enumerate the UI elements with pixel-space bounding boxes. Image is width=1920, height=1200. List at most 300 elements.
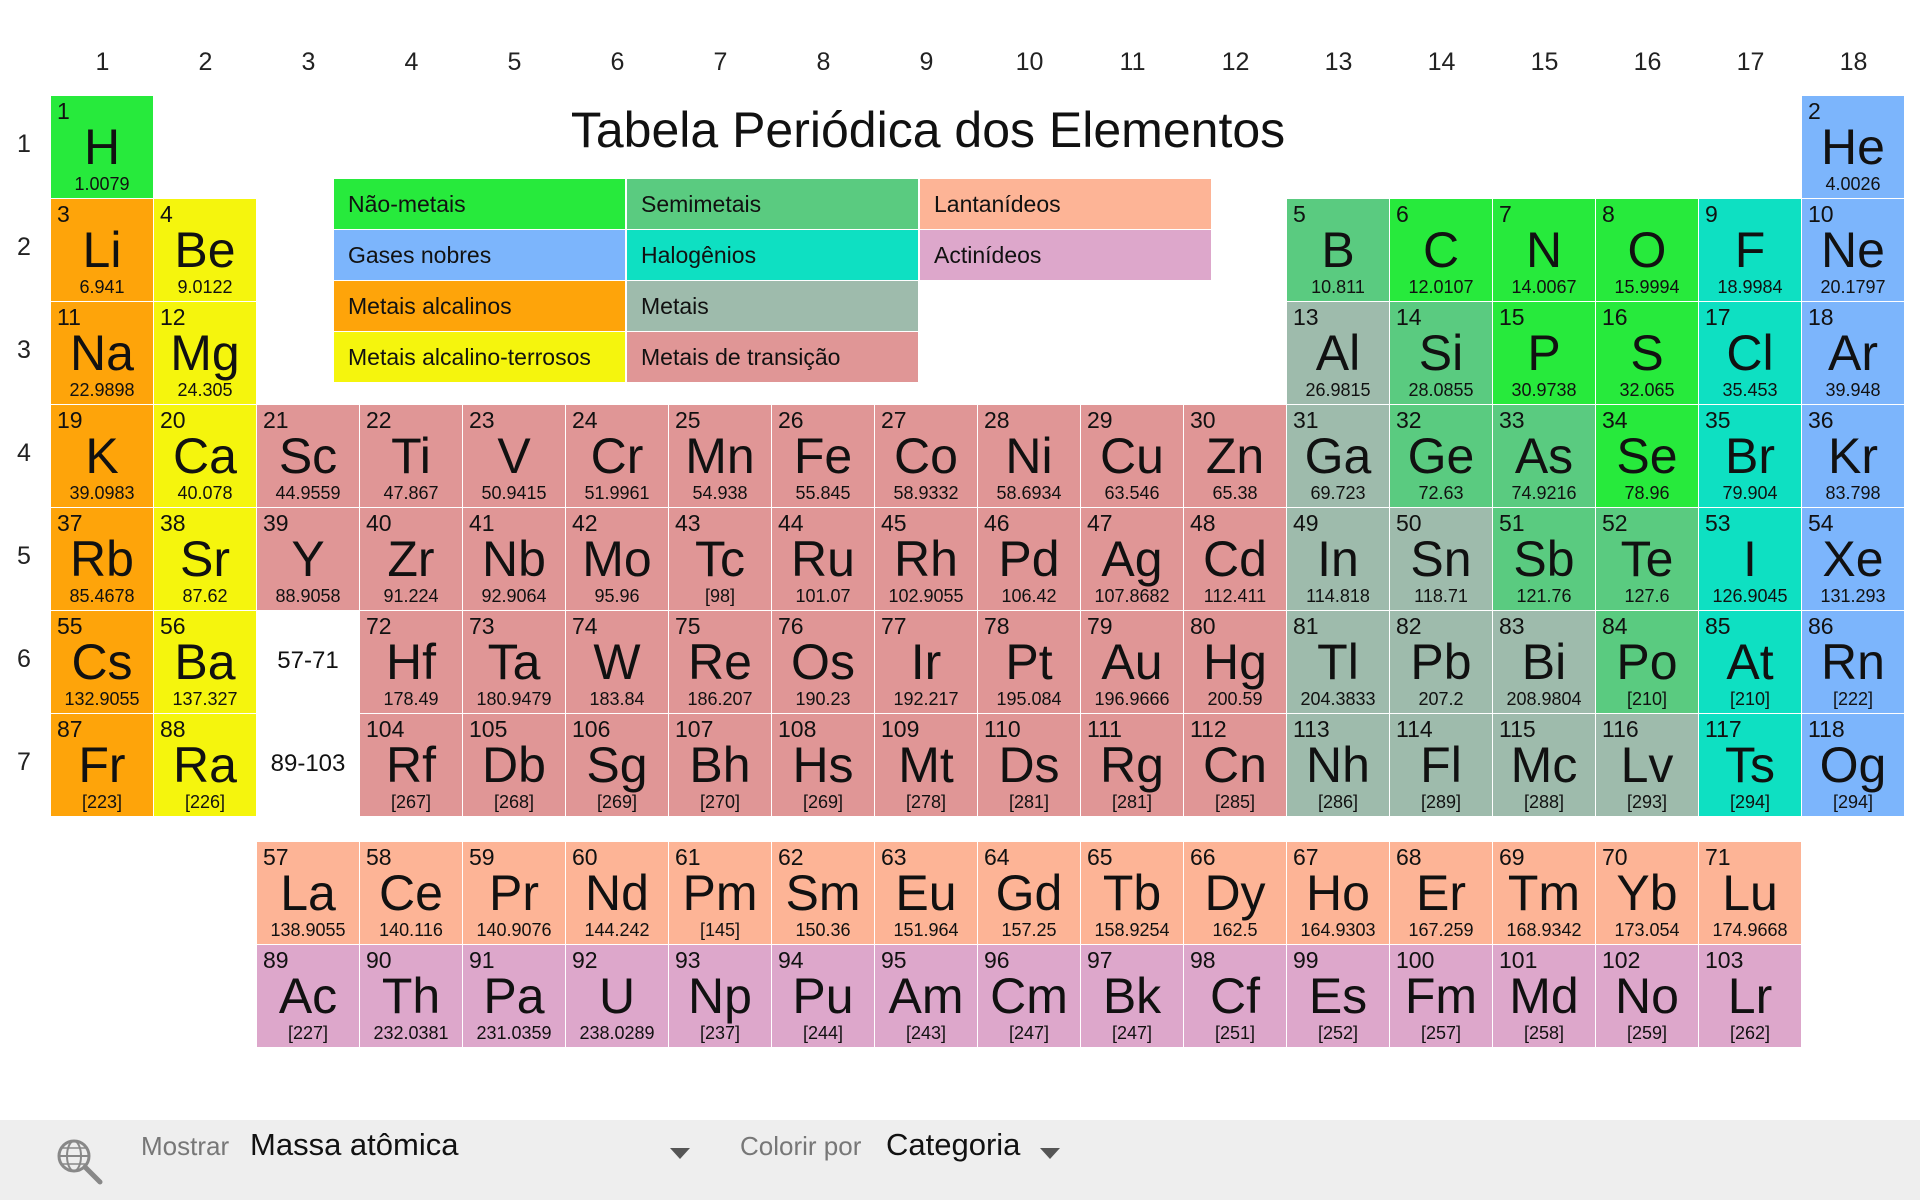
atomic-mass: 4.0026 [1825,174,1881,194]
legend-item-halogen: Halogênios [627,230,919,281]
element-symbol: Rf [386,737,436,793]
element-cell-rb[interactable] [51,508,153,610]
element-cell-cu[interactable] [1081,405,1183,507]
atomic-number: 109 [881,716,920,742]
element-cell-bi[interactable] [1493,611,1595,713]
element-cell-es[interactable] [1287,945,1389,1047]
element-cell-ca[interactable] [154,405,256,507]
element-cell-cl[interactable] [1699,302,1801,404]
atomic-number: 39 [263,510,289,536]
element-cell-nh[interactable] [1287,714,1389,816]
element-cell-ni[interactable] [978,405,1080,507]
element-symbol: Rb [70,531,134,587]
element-symbol: Pt [1005,634,1053,690]
element-symbol: S [1630,325,1664,381]
element-symbol: Fl [1420,737,1462,793]
element-cell-be[interactable] [154,199,256,301]
atomic-number: 51 [1499,510,1525,536]
group-number: 17 [1736,48,1765,76]
element-cell-yb[interactable] [1596,842,1698,944]
element-symbol: Nb [482,531,546,587]
element-cell-mn[interactable] [669,405,771,507]
element-symbol: Os [791,634,855,690]
atomic-number: 115 [1499,716,1536,742]
atomic-mass: 180.9479 [476,689,552,709]
element-symbol: Se [1616,428,1678,484]
atomic-mass: 208.9804 [1506,689,1582,709]
element-cell-o[interactable] [1596,199,1698,301]
element-cell-os[interactable] [772,611,874,713]
atomic-mass: [210] [1729,689,1771,709]
atomic-number: 64 [984,844,1010,870]
atomic-number: 55 [57,613,83,639]
element-cell-ce[interactable] [360,842,462,944]
atomic-number: 46 [984,510,1010,536]
element-symbol: Nh [1306,737,1370,793]
atomic-number: 104 [366,716,405,742]
color-by-value: Categoria [886,1127,1021,1162]
element-cell-fl[interactable] [1390,714,1492,816]
element-cell-at[interactable] [1699,611,1801,713]
element-cell-cf[interactable] [1184,945,1286,1047]
element-cell-bh[interactable] [669,714,771,816]
atomic-mass: 131.293 [1820,586,1886,606]
element-cell-pm[interactable] [669,842,771,944]
atomic-number: 90 [366,947,392,973]
atomic-number: 19 [57,407,83,433]
element-cell-lv[interactable] [1596,714,1698,816]
element-cell-rf[interactable] [360,714,462,816]
element-cell-cm[interactable] [978,945,1080,1047]
element-symbol: Am [888,968,964,1024]
element-cell-gd[interactable] [978,842,1080,944]
element-cell-rn[interactable] [1802,611,1904,713]
element-symbol: Ds [998,737,1060,793]
atomic-number: 62 [778,844,804,870]
atomic-number: 65 [1087,844,1113,870]
atomic-number: 11 [57,304,81,330]
element-symbol: Sm [785,865,861,921]
group-number: 15 [1530,48,1559,76]
atomic-mass: 58.6934 [996,483,1062,503]
element-symbol: Fr [78,737,126,793]
period-number: 1 [17,130,31,158]
element-cell-th[interactable] [360,945,462,1047]
atomic-number: 34 [1602,407,1628,433]
element-cell-f[interactable] [1699,199,1801,301]
element-cell-zr[interactable] [360,508,462,610]
element-cell-au[interactable] [1081,611,1183,713]
element-cell-i[interactable] [1699,508,1801,610]
element-cell-rg[interactable] [1081,714,1183,816]
atomic-mass: 18.9984 [1717,277,1783,297]
bottom-toolbar [0,1120,1920,1200]
atomic-number: 4 [160,201,173,227]
atomic-number: 87 [57,716,83,742]
atomic-mass: 121.76 [1516,586,1572,606]
atomic-number: 3 [57,201,70,227]
element-cell-nb[interactable] [463,508,565,610]
element-symbol: Ta [487,634,541,690]
element-cell-bk[interactable] [1081,945,1183,1047]
group-number: 4 [404,48,419,76]
element-cell-w[interactable] [566,611,668,713]
atomic-mass: 144.242 [584,920,650,940]
atomic-mass: 92.9064 [481,586,547,606]
element-symbol: Ac [278,968,338,1024]
atomic-mass: [251] [1214,1023,1256,1043]
atomic-number: 17 [1705,304,1731,330]
element-cell-ta[interactable] [463,611,565,713]
atomic-mass: [293] [1626,792,1668,812]
atomic-number: 10 [1808,201,1834,227]
atomic-number: 31 [1293,407,1319,433]
element-cell-sn[interactable] [1390,508,1492,610]
atomic-number: 103 [1705,947,1744,973]
element-cell-lu[interactable] [1699,842,1801,944]
element-cell-v[interactable] [463,405,565,507]
element-symbol: Lr [1727,968,1773,1024]
atomic-mass: 195.084 [996,689,1062,709]
atomic-number: 32 [1396,407,1422,433]
element-cell-tl[interactable] [1287,611,1389,713]
element-cell-po[interactable] [1596,611,1698,713]
element-cell-dy[interactable] [1184,842,1286,944]
atomic-number: 99 [1293,947,1319,973]
element-cell-sr[interactable] [154,508,256,610]
atomic-number: 93 [675,947,701,973]
element-symbol: Y [291,531,325,587]
element-symbol: Si [1418,325,1464,381]
element-symbol: Cd [1203,531,1267,587]
atomic-mass: 106.42 [1001,586,1057,606]
element-cell-cr[interactable] [566,405,668,507]
element-cell-sg[interactable] [566,714,668,816]
atomic-number: 57 [263,844,289,870]
element-cell-pa[interactable] [463,945,565,1047]
element-symbol: Db [482,737,546,793]
element-cell-pr[interactable] [463,842,565,944]
element-symbol: Cm [990,968,1068,1024]
element-cell-rh[interactable] [875,508,977,610]
atomic-mass: [288] [1523,792,1565,812]
element-cell-cd[interactable] [1184,508,1286,610]
atomic-mass: 85.4678 [69,586,135,606]
element-cell-u[interactable] [566,945,668,1047]
element-cell-fm[interactable] [1390,945,1492,1047]
element-symbol: Pr [489,865,539,921]
element-cell-ag[interactable] [1081,508,1183,610]
element-cell-ds[interactable] [978,714,1080,816]
element-cell-np[interactable] [669,945,771,1047]
atomic-number: 111 [1087,716,1122,742]
element-cell-h[interactable] [51,96,153,198]
element-symbol: Ge [1407,428,1475,484]
element-symbol: P [1527,325,1561,381]
atomic-number: 88 [160,716,186,742]
atomic-number: 67 [1293,844,1319,870]
element-cell-mo[interactable] [566,508,668,610]
page-title: Tabela Periódica dos Elementos [570,102,1286,158]
element-cell-y[interactable] [257,508,359,610]
element-cell-cs[interactable] [51,611,153,713]
element-cell-ho[interactable] [1287,842,1389,944]
element-symbol: Ba [174,634,236,690]
atomic-mass: 150.36 [795,920,851,940]
atomic-mass: 44.9559 [275,483,341,503]
show-dropdown[interactable] [250,1127,700,1174]
element-cell-la[interactable] [257,842,359,944]
atomic-mass: 164.9303 [1300,920,1376,940]
element-cell-sc[interactable] [257,405,359,507]
element-symbol: Cn [1203,737,1267,793]
element-cell-al[interactable] [1287,302,1389,404]
atomic-mass: 51.9961 [584,483,650,503]
element-cell-mt[interactable] [875,714,977,816]
element-cell-li[interactable] [51,199,153,301]
show-label: Mostrar [141,1131,230,1161]
element-cell-pt[interactable] [978,611,1080,713]
element-symbol: No [1615,968,1679,1024]
element-cell-og[interactable] [1802,714,1904,816]
element-symbol: Rg [1100,737,1164,793]
atomic-mass: [243] [905,1023,947,1043]
element-symbol: Yb [1616,865,1678,921]
atomic-mass: 63.546 [1104,483,1160,503]
element-cell-si[interactable] [1390,302,1492,404]
element-symbol: Cl [1726,325,1774,381]
element-cell-xe[interactable] [1802,508,1904,610]
atomic-number: 112 [1190,716,1227,742]
atomic-number: 71 [1705,844,1731,870]
element-cell-br[interactable] [1699,405,1801,507]
element-cell-nd[interactable] [566,842,668,944]
element-cell-ru[interactable] [772,508,874,610]
element-cell-pd[interactable] [978,508,1080,610]
element-cell-tm[interactable] [1493,842,1595,944]
atomic-mass: 9.0122 [177,277,233,297]
atomic-mass: 95.96 [594,586,640,606]
element-cell-mc[interactable] [1493,714,1595,816]
element-symbol: Tb [1102,865,1162,921]
atomic-mass: [247] [1111,1023,1153,1043]
atomic-number: 12 [160,304,186,330]
element-symbol: Np [688,968,752,1024]
atomic-number: 13 [1293,304,1319,330]
atomic-mass: 40.078 [177,483,233,503]
atomic-mass: 132.9055 [64,689,140,709]
atomic-mass: 178.49 [383,689,439,709]
group-number: 2 [198,48,213,76]
element-cell-ge[interactable] [1390,405,1492,507]
atomic-mass: 207.2 [1418,689,1464,709]
atomic-mass: 232.0381 [373,1023,449,1043]
element-cell-s[interactable] [1596,302,1698,404]
element-symbol: Sc [278,428,338,484]
element-symbol: K [85,428,119,484]
element-cell-hs[interactable] [772,714,874,816]
element-cell-md[interactable] [1493,945,1595,1047]
element-cell-tb[interactable] [1081,842,1183,944]
atomic-number: 77 [881,613,907,639]
element-cell-in[interactable] [1287,508,1389,610]
atomic-mass: 138.9055 [270,920,346,940]
element-cell-p[interactable] [1493,302,1595,404]
chevron-down-icon [670,1148,690,1159]
atomic-number: 61 [675,844,701,870]
element-symbol: Re [688,634,752,690]
period-number: 2 [17,233,31,261]
atomic-number: 69 [1499,844,1525,870]
period-number: 6 [17,645,31,673]
element-cell-ne[interactable] [1802,199,1904,301]
element-symbol: Ts [1725,737,1775,793]
element-cell-db[interactable] [463,714,565,816]
element-cell-tc[interactable] [669,508,771,610]
element-cell-sm[interactable] [772,842,874,944]
element-cell-as[interactable] [1493,405,1595,507]
atomic-mass: [258] [1523,1023,1565,1043]
atomic-number: 6 [1396,201,1409,227]
atomic-number: 78 [984,613,1010,639]
atomic-number: 74 [572,613,598,639]
element-cell-b[interactable] [1287,199,1389,301]
element-cell-ga[interactable] [1287,405,1389,507]
element-symbol: Rh [894,531,958,587]
element-symbol: Og [1819,737,1887,793]
element-cell-pb[interactable] [1390,611,1492,713]
element-symbol: Dy [1204,865,1266,921]
element-cell-ar[interactable] [1802,302,1904,404]
element-symbol: Ga [1304,428,1372,484]
atomic-mass: 112.411 [1203,586,1267,606]
atomic-mass: 54.938 [692,483,748,503]
element-symbol: Er [1416,865,1466,921]
element-cell-ir[interactable] [875,611,977,713]
atomic-number: 114 [1396,716,1433,742]
group-number: 9 [919,48,934,76]
atomic-number: 86 [1808,613,1834,639]
atomic-mass: 157.25 [1001,920,1057,940]
atomic-mass: [237] [699,1023,741,1043]
element-cell-ra[interactable] [154,714,256,816]
element-symbol: H [83,119,121,175]
element-cell-er[interactable] [1390,842,1492,944]
element-cell-c[interactable] [1390,199,1492,301]
element-cell-te[interactable] [1596,508,1698,610]
period-number: 4 [17,439,31,467]
atomic-mass: 12.0107 [1408,277,1474,297]
element-cell-hg[interactable] [1184,611,1286,713]
atomic-number: 118 [1808,716,1845,742]
atomic-mass: 39.0983 [69,483,135,503]
element-cell-zn[interactable] [1184,405,1286,507]
legend-item-actinide: Actinídeos [920,230,1212,281]
element-cell-pu[interactable] [772,945,874,1047]
atomic-mass: 50.9415 [481,483,547,503]
atomic-mass: 83.798 [1825,483,1881,503]
atomic-number: 73 [469,613,495,639]
element-cell-kr[interactable] [1802,405,1904,507]
element-symbol: Ne [1821,222,1885,278]
element-cell-se[interactable] [1596,405,1698,507]
color-by-label: Colorir por [740,1131,862,1161]
atomic-number: 44 [778,510,804,536]
element-cell-na[interactable] [51,302,153,404]
element-cell-k[interactable] [51,405,153,507]
element-cell-he[interactable] [1802,96,1904,198]
element-symbol: At [1726,634,1774,690]
element-symbol: Pd [998,531,1060,587]
element-cell-fe[interactable] [772,405,874,507]
atomic-mass: 22.9898 [69,380,135,400]
atomic-mass: 65.38 [1212,483,1258,503]
element-cell-hf[interactable] [360,611,462,713]
zoom-globe-icon[interactable] [52,1134,108,1190]
element-symbol: Mo [582,531,652,587]
element-cell-cn[interactable] [1184,714,1286,816]
element-cell-ba[interactable] [154,611,256,713]
element-cell-eu[interactable] [875,842,977,944]
atomic-mass: [222] [1832,689,1874,709]
atomic-number: 54 [1808,510,1834,536]
element-cell-am[interactable] [875,945,977,1047]
element-symbol: Sn [1410,531,1472,587]
atomic-mass: 174.9668 [1712,920,1788,940]
atomic-number: 89 [263,947,289,973]
element-symbol: Cu [1100,428,1164,484]
atomic-mass: 151.964 [893,920,959,940]
atomic-mass: 102.9055 [888,586,964,606]
element-cell-ts[interactable] [1699,714,1801,816]
atomic-mass: 107.8682 [1094,586,1170,606]
atomic-number: 80 [1190,613,1216,639]
element-cell-co[interactable] [875,405,977,507]
atomic-number: 116 [1602,716,1639,742]
element-symbol: Tc [695,531,745,587]
element-symbol: Cr [590,428,644,484]
element-cell-n[interactable] [1493,199,1595,301]
element-symbol: Sr [180,531,230,587]
atomic-number: 59 [469,844,495,870]
atomic-mass: [145] [699,920,741,940]
element-cell-ac[interactable] [257,945,359,1047]
color-by-dropdown[interactable] [886,1127,1086,1174]
atomic-mass: [210] [1626,689,1668,709]
element-symbol: Es [1308,968,1368,1024]
element-symbol: Pm [682,865,758,921]
element-cell-mg[interactable] [154,302,256,404]
atomic-number: 91 [469,947,495,973]
atomic-mass: 183.84 [589,689,645,709]
element-symbol: Ag [1101,531,1163,587]
element-cell-lr[interactable] [1699,945,1801,1047]
atomic-number: 21 [263,407,289,433]
element-symbol: Zn [1205,428,1265,484]
element-symbol: Ce [379,865,443,921]
atomic-mass: 55.845 [795,483,851,503]
element-cell-re[interactable] [669,611,771,713]
element-cell-fr[interactable] [51,714,153,816]
element-cell-ti[interactable] [360,405,462,507]
element-symbol: Tm [1507,865,1581,921]
element-cell-no[interactable] [1596,945,1698,1047]
group-number: 18 [1839,48,1868,76]
element-cell-sb[interactable] [1493,508,1595,610]
atomic-number: 35 [1705,407,1731,433]
atomic-mass: 91.224 [383,586,439,606]
period-number: 5 [17,542,31,570]
